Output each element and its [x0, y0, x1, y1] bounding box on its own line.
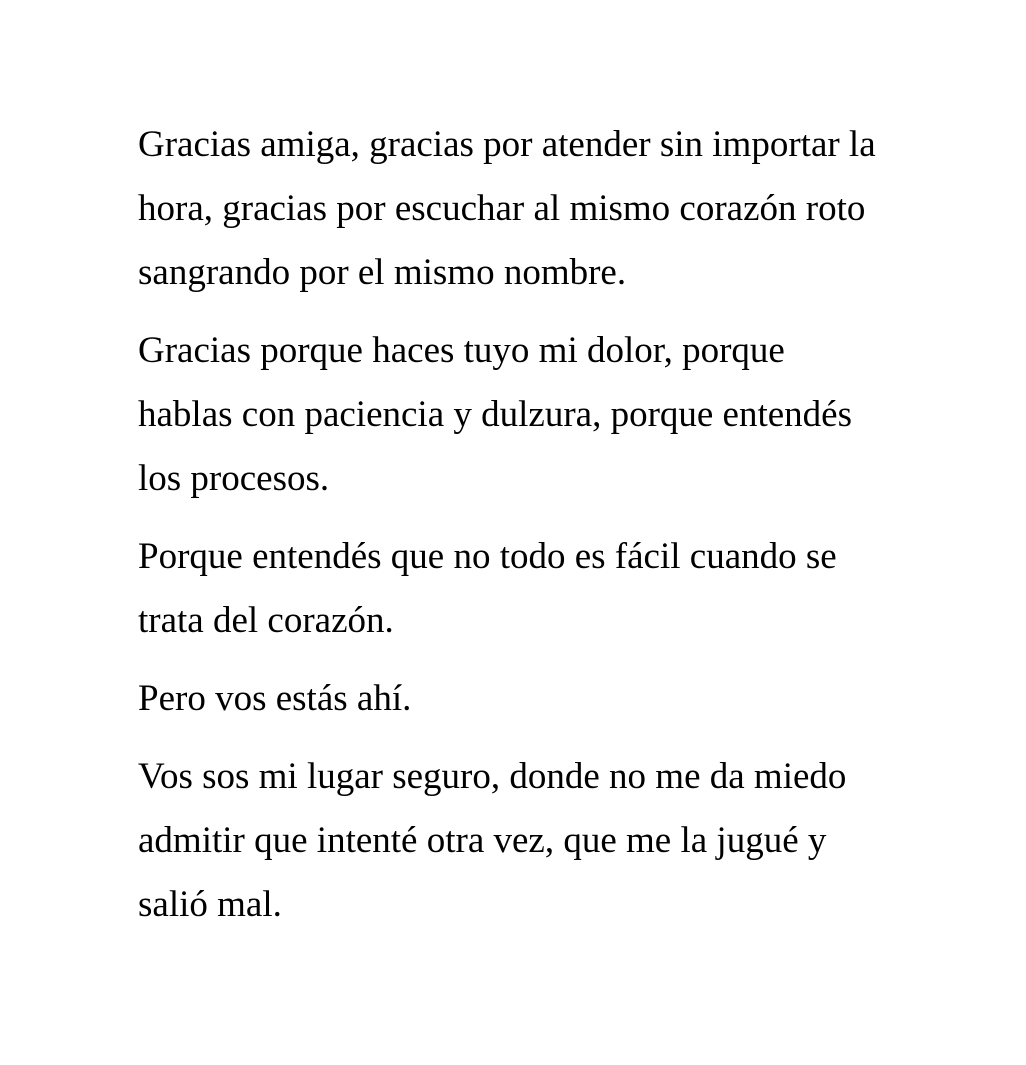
document-body [138, 113, 883, 951]
paragraph-4: Pero vos estás ahí. [138, 678, 412, 719]
paragraph-1: Gracias amiga, gracias por atender sin importar la hora, gracias por escuchar al mismo corazón roto sangrando por el mismo nombre. [138, 124, 876, 293]
paragraph-5: Vos sos mi lugar seguro, donde no me da miedo admitir que intenté otra vez, que me la jugué y salió mal. [138, 756, 847, 925]
paragraph-3: Porque entendés que no todo es fácil cuando se trata del corazón. [138, 536, 837, 641]
paragraph-2: Gracias porque haces tuyo mi dolor, porque hablas con paciencia y dulzura, porque entendés los procesos. [138, 330, 853, 499]
